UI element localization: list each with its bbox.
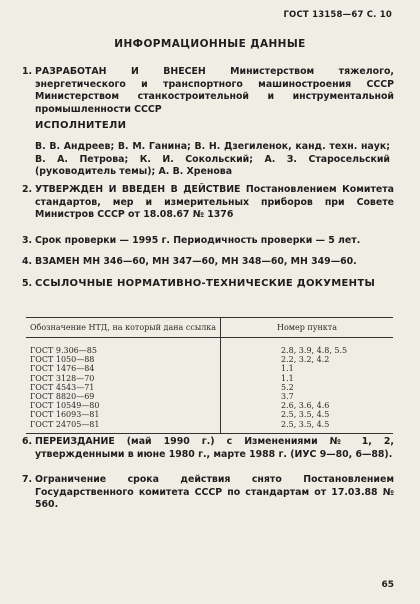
item-5-text: ССЫЛОЧНЫЕ НОРМАТИВНО-ТЕХНИЧЕСКИЕ ДОКУМЕНТЫ — [35, 278, 376, 289]
item-7 — [22, 474, 394, 512]
item-7-number: 7. — [22, 474, 33, 485]
section-title: ИНФОРМАЦИОННЫЕ ДАННЫЕ — [114, 38, 306, 50]
table-row — [26, 364, 393, 373]
item-6-body: (май 1990 г.) с Изменениями № 1, 2, утвержденными в июне 1980 г., марте 1988 г. (ИУС 9—80, 6—88). — [35, 436, 394, 460]
item-4-body: МН 346—60, МН 347—60, МН 348—60, МН 349—60. — [79, 256, 357, 267]
table-row — [26, 420, 393, 434]
table-row — [26, 383, 393, 392]
table-cell-clause: 2.8, 3.9, 4.8, 5.5 — [281, 346, 348, 355]
item-4-number: 4. — [22, 256, 33, 267]
item-5-number: 5. — [22, 278, 33, 289]
table-row — [26, 374, 393, 383]
table-cell-designation: ГОСТ 1476—84 — [26, 364, 221, 373]
page-header: ГОСТ 13158—67 С. 10 — [283, 10, 392, 20]
table-cell-designation: ГОСТ 24705—81 — [26, 420, 221, 434]
item-3 — [22, 235, 394, 248]
table-cell-clause: 5.2 — [281, 382, 294, 392]
table-row — [26, 410, 393, 419]
item-2-body: Постановлением Комитета стандартов, мер и измерительных приборов при Совете Министров СССР от 18.08.67 № 1376 — [35, 184, 394, 221]
table-row — [26, 355, 393, 364]
references-table — [26, 317, 393, 434]
table-header-row — [26, 318, 393, 338]
table-cell-clause: 2.6, 3.6, 4.6 — [281, 401, 330, 411]
item-1 — [22, 66, 394, 116]
table-cell-clause: 1.1 — [281, 373, 294, 383]
item-1-text — [35, 66, 394, 116]
item-6 — [22, 436, 394, 461]
table-cell-designation: ГОСТ 10549—80 — [26, 401, 221, 410]
item-4 — [22, 256, 394, 269]
table-cell-designation: ГОСТ 1050—88 — [26, 355, 221, 364]
item-6-number: 6. — [22, 436, 33, 447]
table-cell-clause: 2.2, 3.2, 4.2 — [281, 355, 330, 365]
item-3-text: Срок проверки — 1995 г. Периодичность проверки — 5 лет. — [35, 235, 361, 246]
table-header-clause: Номер пункта — [221, 318, 394, 338]
item-3-number: 3. — [22, 235, 33, 246]
item-2-text — [35, 184, 394, 222]
item-1-number: 1. — [22, 66, 33, 77]
table-header-designation: Обозначение НТД, на который дана ссылка — [26, 318, 221, 338]
table-cell-clause: 3.7 — [281, 392, 294, 402]
table-row — [26, 401, 393, 410]
item-2 — [22, 184, 394, 222]
item-5 — [22, 278, 394, 291]
item-2-lead: УТВЕРЖДЕН И ВВЕДЕН В ДЕЙСТВИЕ — [35, 184, 241, 195]
executors-heading: ИСПОЛНИТЕЛИ — [35, 120, 127, 131]
table-row — [26, 392, 393, 401]
item-1-lead: РАЗРАБОТАН И ВНЕСЕН — [35, 66, 206, 77]
page-number: 65 — [381, 580, 394, 590]
table-cell-clause: 2.5, 3.5, 4.5 — [281, 410, 330, 420]
item-4-text — [35, 256, 394, 269]
table-cell-designation: ГОСТ 16093—81 — [26, 410, 221, 419]
executors-names: В. В. Андреев; В. М. Ганина; В. Н. Дзегиленок, канд. техн. наук; В. А. Петрова; К. И. Сокольский; А. З. Старосельский (руководитель темы); А. В. Хренова — [35, 141, 390, 178]
item-6-text — [35, 436, 394, 461]
table-cell-designation: ГОСТ 4543—71 — [26, 383, 221, 392]
item-6-lead: ПЕРЕИЗДАНИЕ — [35, 436, 115, 447]
table-cell-designation: ГОСТ 3128—70 — [26, 374, 221, 383]
item-2-number: 2. — [22, 184, 33, 195]
item-1-body: Министерством тяжелого, энергетического и транспортного машиностроения СССР Министерством станкостроительной и инструментальной промышленности СССР — [35, 66, 394, 115]
item-7-text: Ограничение срока действия снято Постановлением Государственного комитета СССР по стандартам от 17.03.88 № 560. — [35, 474, 394, 511]
table-cell-clause: 1.1 — [281, 364, 294, 374]
table-cell-designation: ГОСТ 8820—69 — [26, 392, 221, 401]
item-4-lead: ВЗАМЕН — [35, 256, 80, 267]
table-cell-clause: 2.5, 3.5, 4.5 — [221, 420, 394, 434]
table-row — [26, 338, 393, 356]
table-cell-designation: ГОСТ 9.306—85 — [26, 338, 221, 356]
